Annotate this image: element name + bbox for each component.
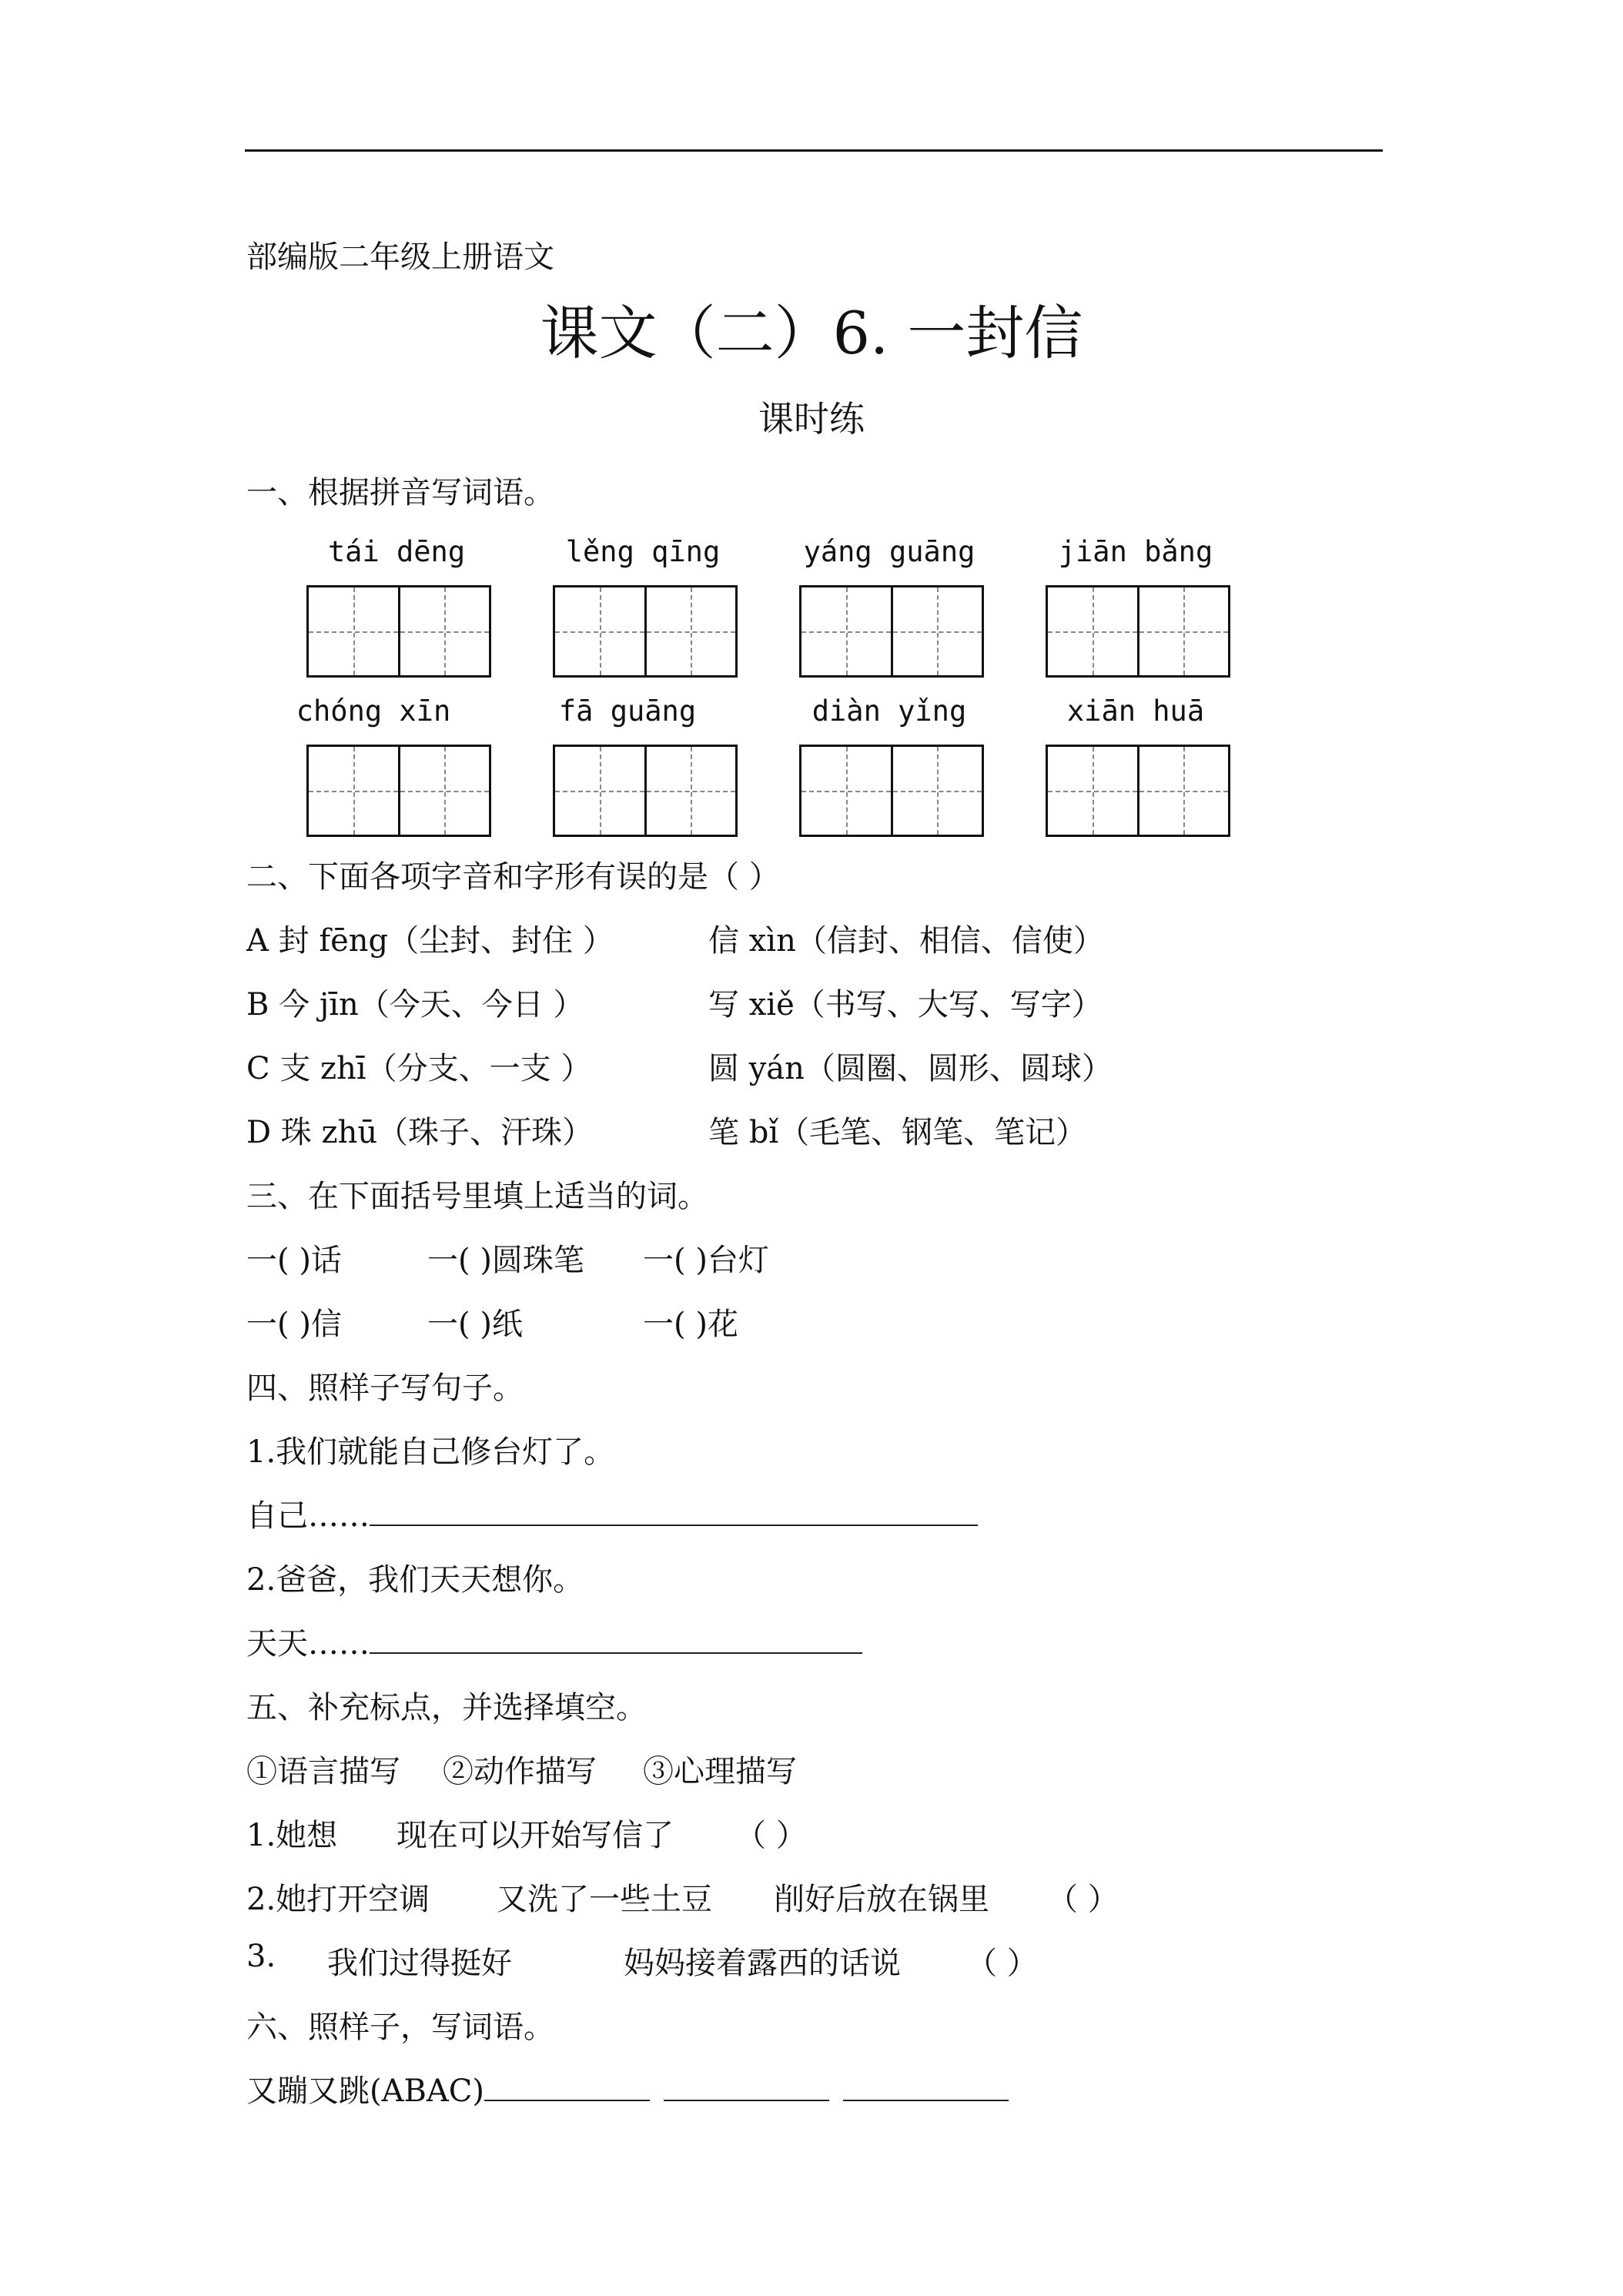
writing-grid[interactable] (799, 745, 984, 837)
writing-grid[interactable] (799, 585, 984, 678)
writing-grid[interactable] (306, 745, 491, 837)
writing-cell[interactable] (1048, 587, 1137, 675)
writing-cell[interactable] (644, 587, 736, 675)
fill-item: 一( )话 (246, 1243, 342, 1278)
pinyin-label: yáng guāng (803, 535, 975, 568)
answer-line (246, 1491, 978, 1535)
writing-cell[interactable] (398, 747, 490, 835)
section2-heading: 二、下面各项字音和字形有误的是（ ） (246, 859, 780, 895)
writing-grid[interactable] (1046, 745, 1230, 837)
pinyin-label: diàn yǐng (812, 694, 967, 728)
pinyin-label: jiān bǎng (1058, 535, 1213, 568)
subject-label: 部编版二年级上册语文 (246, 239, 554, 275)
writing-cell[interactable] (309, 587, 398, 675)
writing-grid[interactable] (1046, 585, 1230, 678)
option-item: ①语言描写 (246, 1754, 400, 1789)
option-row-left: A 封 fēng（尘封、封住 ） (246, 923, 614, 959)
answer-paren[interactable]: （ ） (735, 1818, 807, 1853)
pinyin-label: lěng qīng (565, 535, 721, 568)
punct-q-part: 2.她打开空调 (246, 1882, 430, 1917)
fill-item: 一( )信 (246, 1307, 342, 1342)
writing-cell[interactable] (309, 747, 398, 835)
section6-heading: 六、照样子，写词语。 (246, 2010, 554, 2045)
fill-item: 一( )花 (643, 1307, 738, 1342)
fill-item: 一( )圆珠笔 (427, 1243, 584, 1278)
option-row-left: D 珠 zhū（珠子、汗珠） (246, 1115, 594, 1150)
writing-grid[interactable] (553, 745, 738, 837)
section5-heading: 五、补充标点，并选择填空。 (246, 1690, 647, 1725)
section1-heading: 一、根据拼音写词语。 (246, 475, 554, 510)
fill-item: 一( )纸 (427, 1307, 523, 1342)
answer-prompt: 天天…… (246, 1626, 370, 1662)
fill-item: 一( )台灯 (643, 1243, 769, 1278)
writing-cell[interactable] (1137, 587, 1229, 675)
writing-cell[interactable] (555, 747, 644, 835)
section4-heading: 四、照样子写句子。 (246, 1371, 524, 1406)
writing-cell[interactable] (555, 587, 644, 675)
answer-blank[interactable] (843, 2072, 1009, 2101)
pinyin-label: tái dēng (327, 535, 466, 568)
writing-cell[interactable] (1137, 747, 1229, 835)
option-row-right: 信 xìn（信封、相信、信使） (708, 923, 1104, 959)
word-example-line (246, 2067, 1009, 2110)
punct-q-part: 又洗了一些土豆 (497, 1882, 712, 1917)
option-row-right: 圆 yán（圆圈、圆形、圆球） (708, 1051, 1113, 1086)
punct-q-part: 1.她想 (246, 1818, 338, 1853)
option-item: ③心理描写 (643, 1754, 797, 1789)
pinyin-label: fā guāng (558, 694, 697, 728)
writing-cell[interactable] (801, 587, 891, 675)
page-subtitle: 课时练 (758, 398, 865, 440)
answer-blank[interactable] (664, 2072, 829, 2101)
writing-grid[interactable] (553, 585, 738, 678)
writing-grid[interactable] (306, 585, 491, 678)
answer-paren[interactable]: （ ） (966, 1946, 1038, 1981)
answer-blank[interactable] (370, 1625, 862, 1654)
punct-q-part: 我们过得挺好 (327, 1946, 512, 1981)
answer-blank[interactable] (484, 2072, 650, 2101)
writing-cell[interactable] (801, 747, 891, 835)
word-example: 又蹦又跳(ABAC) (246, 2073, 484, 2109)
option-row-left: C 支 zhī（分支、一支 ） (246, 1051, 592, 1086)
pinyin-label: xiān huā (1066, 694, 1205, 728)
option-row-left: B 今 jīn（今天、今日 ） (246, 987, 584, 1022)
sentence-example: 1.我们就能自己修台灯了。 (246, 1434, 615, 1470)
punct-q-part: 妈妈接着露西的话说 (624, 1946, 901, 1981)
page-title: 课文（二）6. 一封信 (540, 299, 1083, 367)
answer-prompt: 自己…… (246, 1498, 370, 1534)
writing-cell[interactable] (891, 587, 982, 675)
punct-q-part: 削好后放在锅里 (774, 1882, 989, 1917)
option-row-right: 写 xiě（书写、大写、写字） (708, 987, 1103, 1022)
pinyin-label: chóng xīn (296, 694, 451, 728)
writing-cell[interactable] (398, 587, 490, 675)
sentence-example: 2.爸爸，我们天天想你。 (246, 1562, 584, 1598)
writing-cell[interactable] (1048, 747, 1137, 835)
header-rule (245, 149, 1383, 152)
answer-blank[interactable] (370, 1497, 978, 1526)
punct-q-part: 3. (246, 1939, 276, 1974)
option-row-right: 笔 bǐ（毛笔、钢笔、笔记） (708, 1115, 1087, 1150)
writing-cell[interactable] (891, 747, 982, 835)
answer-line (246, 1619, 862, 1663)
option-item: ②动作描写 (443, 1754, 597, 1789)
section3-heading: 三、在下面括号里填上适当的词。 (246, 1179, 708, 1214)
writing-cell[interactable] (644, 747, 736, 835)
punct-q-part: 现在可以开始写信了 (397, 1818, 674, 1853)
answer-paren[interactable]: （ ） (1047, 1882, 1119, 1917)
